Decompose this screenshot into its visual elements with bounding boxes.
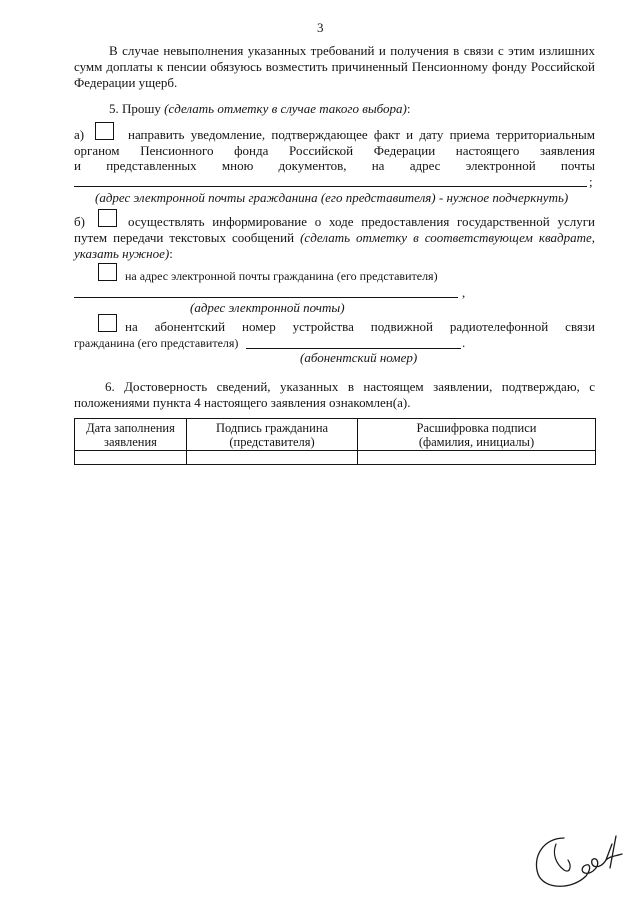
option-a-line-3: и представленных мною документов, на адрес электронной почты: [74, 158, 595, 173]
email-caption: (адрес электронной почты): [190, 300, 345, 315]
header-decoding-cell: [358, 419, 596, 451]
option-a-line-1: направить уведомление, подтверждающее факт и дату приема территориальным: [128, 127, 595, 142]
option-b-line-2-hint: (сделать отметку в соответствующем квадрате,: [300, 230, 596, 245]
page-number: 3: [317, 20, 324, 35]
option-a-line-2: органом Пенсионного фонда Российской Федерации настоящего заявления: [74, 143, 595, 158]
section-5-heading-hint: (сделать отметку в случае такого выбора): [164, 101, 407, 116]
date-input-cell[interactable]: [75, 451, 187, 465]
option-a-caption: (адрес электронной почты гражданина (его представителя) - нужное подчеркнуть): [95, 190, 569, 205]
section-6-line-1: 6. Достоверность сведений, указанных в настоящем заявлении, подтверждаю, с: [105, 379, 595, 394]
phone-number-line[interactable]: [246, 348, 461, 349]
section-5-heading-prefix: 5. Прошу: [109, 101, 165, 116]
signature-table-header-row: [75, 419, 596, 451]
intro-line-1: В случае невыполнения указанных требований и получения в связи с этим излишних: [109, 43, 595, 58]
phone-caption: (абонентский номер): [300, 350, 418, 365]
section-5-heading: [109, 101, 410, 117]
option-a-email-line[interactable]: [74, 186, 587, 187]
signature-table-input-row: [75, 451, 596, 465]
option-a-checkbox[interactable]: [95, 122, 114, 140]
option-b-marker: б): [74, 214, 85, 229]
header-signature-line-1: Подпись гражданина: [215, 421, 329, 435]
email-option-label: на адрес электронной почты гражданина (его представителя): [125, 269, 438, 283]
signature-table: [74, 418, 596, 465]
email-address-line[interactable]: [74, 297, 458, 298]
option-a-marker: а): [74, 127, 85, 142]
decoding-input-cell[interactable]: [358, 451, 596, 465]
signature-input-cell[interactable]: [187, 451, 358, 465]
email-option-checkbox[interactable]: [98, 263, 117, 281]
header-signature-cell: [187, 419, 358, 451]
header-date-cell: [75, 419, 187, 451]
header-date-line-2: заявления: [104, 435, 157, 449]
section-6-line-2: положениями пункта 4 настоящего заявления ознакомлен(а).: [74, 395, 411, 410]
phone-line-end: .: [462, 335, 466, 350]
header-signature-line-2: (представителя): [229, 435, 315, 449]
phone-option-line-2: гражданина (его представителя): [74, 336, 239, 350]
option-b-line-2-plain: путем передачи текстовых сообщений: [74, 230, 301, 245]
option-b-line-3-hint: указать нужное): [74, 246, 170, 261]
phone-option-line-1: на абонентский номер устройства подвижной радиотелефонной связи: [125, 319, 595, 334]
option-b-line-2: [74, 230, 595, 246]
option-b-line-3: [74, 246, 173, 262]
intro-line-2: сумм доплаты к пенсии обязуюсь возместить причиненный Пенсионному фонду Российской: [74, 59, 595, 74]
intro-line-3: Федерации ущерб.: [74, 75, 178, 90]
handwritten-signature-mark: [526, 816, 626, 896]
header-decoding-line-1: Расшифровка подписи: [416, 421, 537, 435]
header-decoding-line-2: (фамилия, инициалы): [418, 435, 535, 449]
option-a-line-end: ;: [589, 174, 593, 189]
header-date-line-1: Дата заполнения: [86, 421, 175, 435]
email-line-end: ,: [462, 285, 466, 300]
option-b-line-1: осуществлять информирование о ходе предоставления государственной услуги: [128, 214, 595, 229]
section-5-heading-suffix: :: [406, 101, 411, 116]
option-b-checkbox[interactable]: [98, 209, 117, 227]
phone-option-checkbox[interactable]: [98, 314, 117, 332]
option-b-line-3-end: :: [169, 246, 173, 261]
